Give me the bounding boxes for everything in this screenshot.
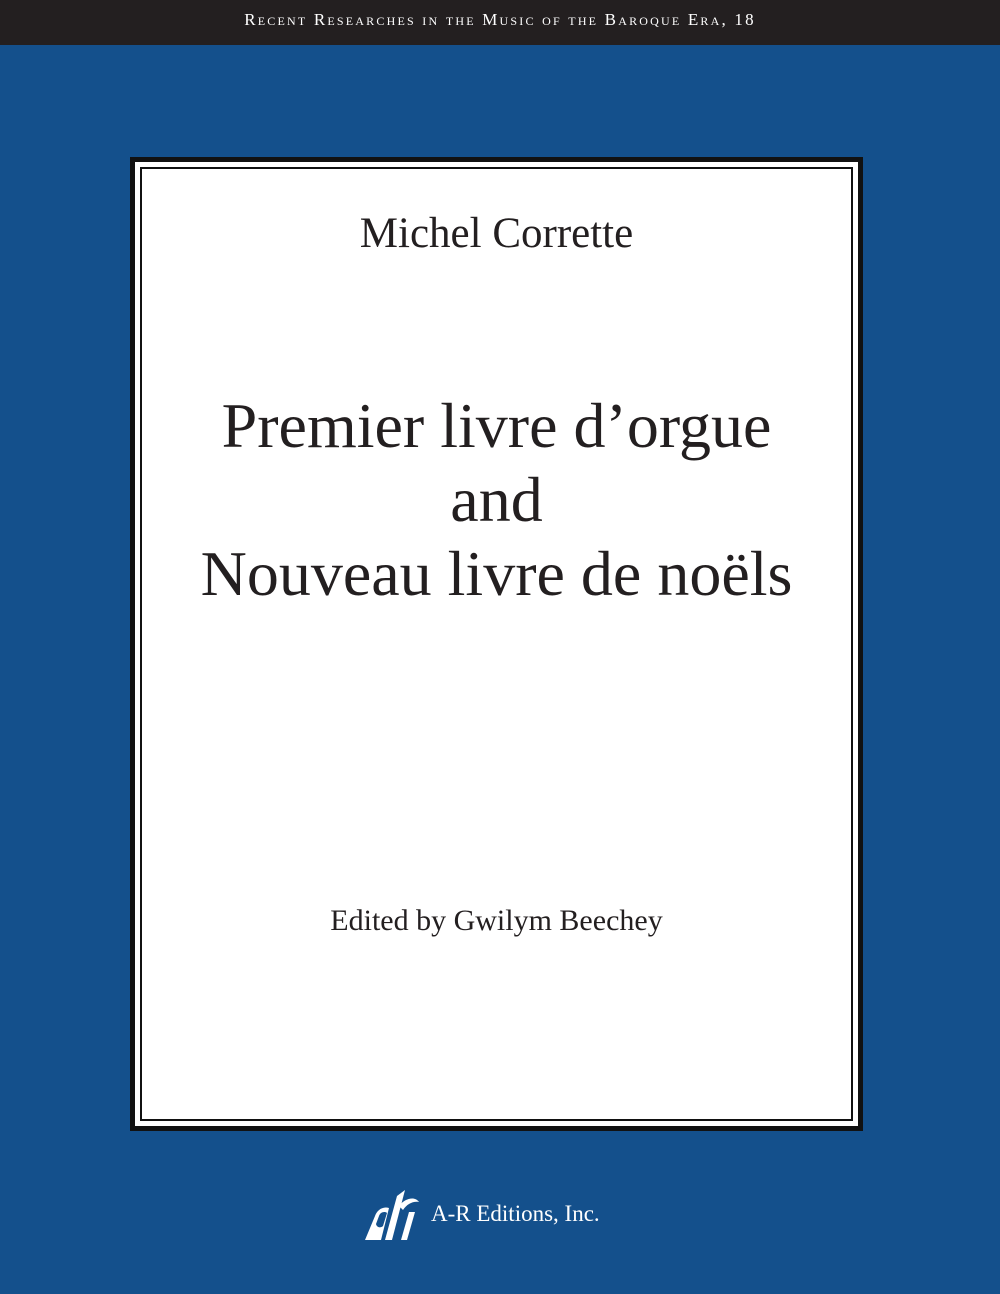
series-bar	[0, 0, 1000, 45]
work-title	[135, 389, 858, 611]
composer-name: Michel Corrette	[359, 210, 634, 257]
publisher-name: A-R Editions, Inc.	[431, 1201, 600, 1226]
cover-frame	[130, 157, 863, 1131]
series-title: Recent Researches in the Music of the Baroque Era, 18	[244, 9, 756, 29]
work-title-line: Nouveau livre de noëls	[200, 538, 793, 609]
editor-credit: Edited by Gwilym Beechey	[330, 904, 663, 937]
cover-inner-border	[140, 167, 853, 1121]
publisher-block	[363, 1186, 600, 1242]
work-title-line: Premier livre d’orgue	[221, 390, 772, 461]
work-title-line: and	[450, 464, 543, 535]
ar-monogram-logo-icon	[363, 1186, 421, 1242]
